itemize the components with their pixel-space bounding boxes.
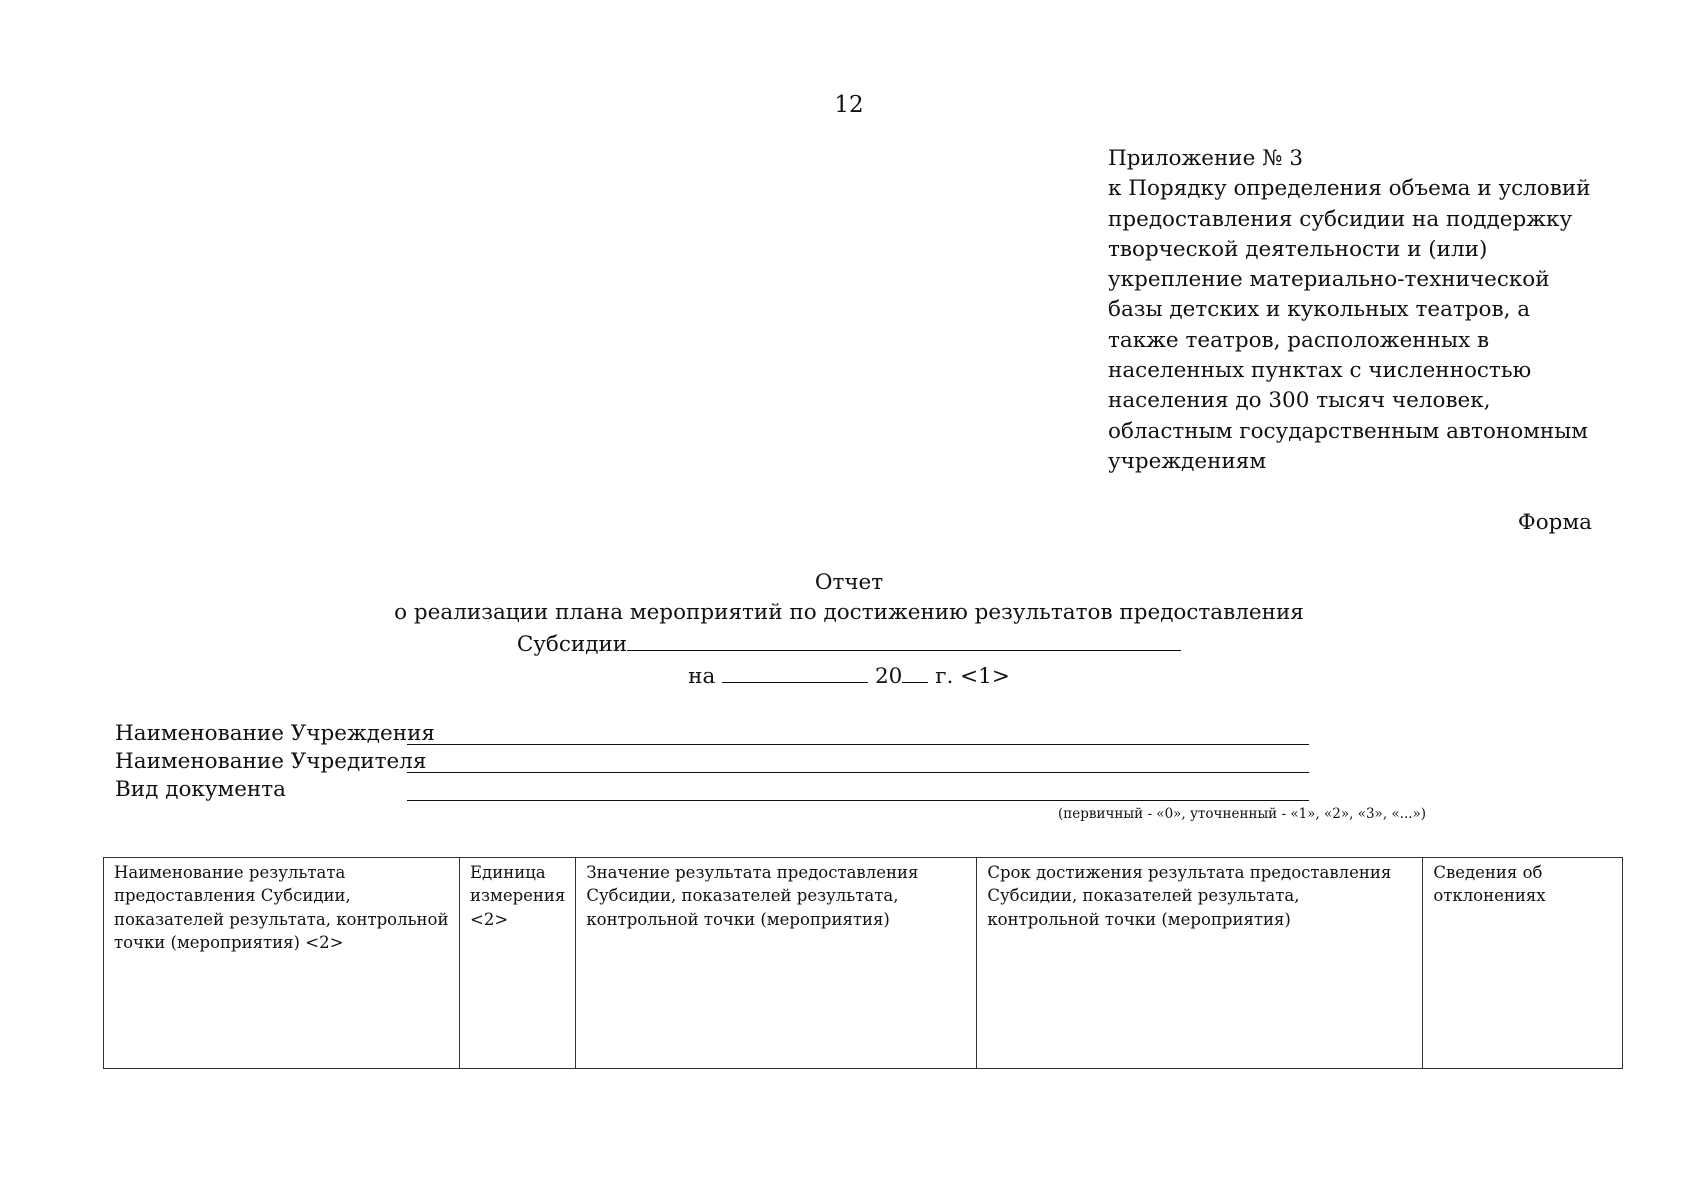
date-year: 20 — [874, 664, 903, 689]
appendix-line: укрепление материально-технической — [1108, 267, 1550, 293]
field-label: Вид документа — [115, 777, 286, 802]
page-number: 12 — [834, 92, 864, 118]
header-result-name: Наименование результата предоставления Субсидии, показателей результата, контрольной точки (мероприятия) <2> — [104, 858, 460, 1069]
appendix-line: областным государственным автономным — [1108, 418, 1589, 444]
header-deviations: Сведения об отклонениях — [1423, 858, 1623, 1069]
appendix-line: населенных пунктах с численностью — [1108, 358, 1532, 384]
table-header-row — [104, 858, 1623, 1069]
appendix-line: учреждениям — [1108, 448, 1267, 474]
report-subtitle: о реализации плана мероприятий по достижению результатов предоставления — [394, 600, 1304, 625]
date-suffix: г. <1> — [935, 664, 1010, 689]
field-blank — [407, 800, 1309, 801]
field-blank — [407, 772, 1309, 773]
appendix-line: творческой деятельности и (или) — [1108, 236, 1488, 262]
header-value: Значение результата предоставления Субсидии, показателей результата, контрольной точки (мероприятия) — [576, 858, 977, 1069]
appendix-line: к Порядку определения объема и условий — [1108, 176, 1591, 202]
appendix-line: также театров, расположенных в — [1108, 327, 1490, 353]
appendix-line: предоставления субсидии на поддержку — [1108, 206, 1573, 232]
header-unit: Единица измерения <2> — [460, 858, 576, 1069]
header-deadline: Срок достижения результата предоставления Субсидии, показателей результата, контрольной точки (мероприятия) — [977, 858, 1423, 1069]
date-blank — [722, 660, 868, 683]
field-label: Наименование Учреждения — [115, 721, 435, 746]
subsidy-label: Субсидии — [516, 632, 628, 657]
subsidy-blank — [627, 628, 1181, 651]
appendix-line: населения до 300 тысяч человек, — [1108, 388, 1491, 414]
field-blank — [407, 744, 1309, 745]
report-title-block — [0, 568, 1698, 692]
subsidy-line — [0, 628, 1698, 660]
results-table — [103, 857, 1623, 1069]
date-line — [0, 660, 1698, 692]
appendix-line: базы детских и кукольных театров, а — [1108, 297, 1531, 323]
form-label: Форма — [1517, 510, 1592, 535]
field-label: Наименование Учредителя — [115, 749, 427, 774]
appendix-note — [1108, 144, 1628, 477]
document-type-hint: (первичный - «0», уточненный - «1», «2», «3», «...») — [1058, 806, 1427, 822]
date-prefix: на — [688, 664, 716, 689]
year-blank — [902, 660, 928, 683]
appendix-line: Приложение № 3 — [1108, 146, 1304, 171]
report-title: Отчет — [814, 570, 884, 595]
